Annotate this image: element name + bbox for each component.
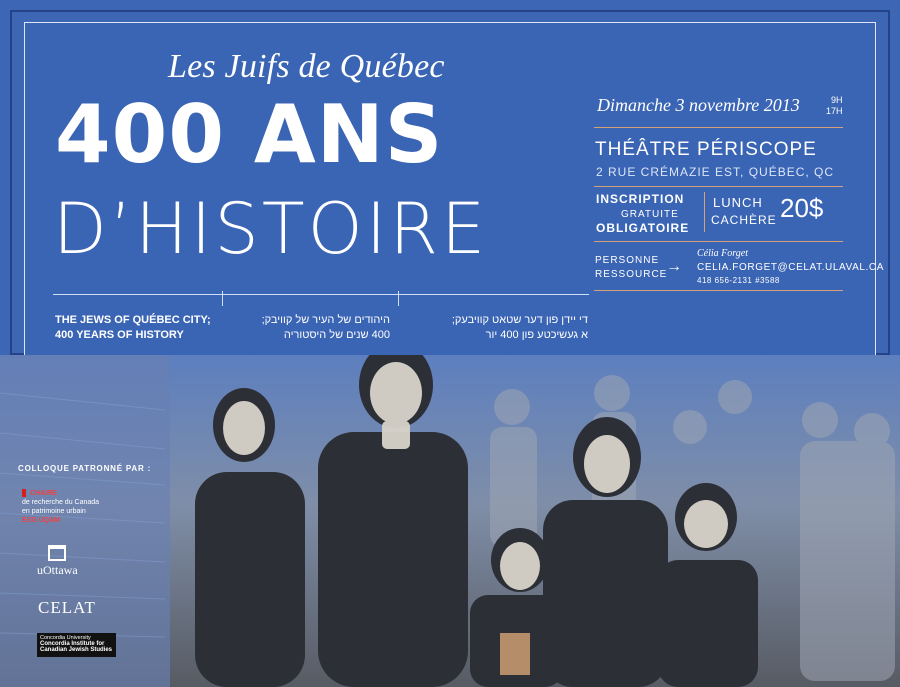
hebrew-translation [230, 313, 390, 343]
contact-name: Célia Forget [697, 248, 749, 259]
info-divider [594, 290, 843, 291]
contact-phone: 418 656-2131 #3588 [697, 276, 780, 285]
hebrew-line-2: 400 שנים של היסטוריה [283, 329, 390, 341]
concordia-line-2: Concordia Institute for [40, 641, 105, 647]
info-divider [594, 127, 843, 128]
contact-label-line1: PERSONNE [595, 255, 660, 266]
divider-tick [222, 291, 223, 306]
yiddish-line-2: א געשיכטע פון 400 יור [485, 329, 588, 341]
chaire-line-2: en patrimoine urbain [22, 508, 86, 515]
info-vertical-divider [704, 192, 705, 232]
celat-logo: CELAT [38, 598, 96, 617]
info-divider [594, 186, 843, 187]
headline: 400 ANS [55, 88, 444, 181]
registration-required: OBLIGATOIRE [596, 221, 690, 235]
english-translation [55, 313, 220, 343]
lunch-kosher: CACHÈRE [711, 213, 777, 227]
concordia-line-3: Canadian Jewish Studies [40, 647, 113, 653]
arrow-right-icon: → [666, 258, 682, 275]
hebrew-line-1: היהודים של העיר של קוויבק; [261, 314, 390, 326]
sponsors-heading: COLLOQUE PATRONNÉ PAR : [18, 464, 152, 473]
historical-photo [0, 355, 900, 687]
concordia-logo [37, 633, 116, 657]
venue-name: THÉÂTRE PÉRISCOPE [595, 139, 817, 160]
chaire-line-1: de recherche du Canada [22, 499, 100, 506]
lunch-label: LUNCH [713, 195, 763, 210]
english-line-2: 400 YEARS OF HISTORY [55, 329, 184, 341]
ottawa-wordmark: uOttawa [37, 563, 78, 577]
registration-free: GRATUITE [621, 209, 679, 220]
time-start: 9H [831, 95, 843, 105]
event-time [826, 95, 843, 117]
lunch-price: 20$ [780, 193, 824, 223]
contact-email[interactable]: CELIA.FORGET@CELAT.ULAVAL.CA [697, 262, 884, 273]
ottawa-logo [37, 545, 78, 578]
info-divider [594, 241, 843, 242]
chaire-title: CHAIRE [30, 490, 57, 497]
time-end: 17H [826, 106, 843, 116]
translation-divider [53, 294, 589, 295]
registration-label: INSCRIPTION [596, 192, 685, 206]
yiddish-translation [406, 313, 588, 343]
chaire-logo [22, 489, 99, 525]
series-title: Les Juifs de Québec [168, 48, 445, 85]
venue-address: 2 RUE CRÉMAZIE EST, QUÉBEC, QC [596, 165, 835, 179]
ottawa-building-icon [48, 545, 66, 561]
chaire-line-3: ESG UQÀM [22, 517, 61, 524]
event-date: Dimanche 3 novembre 2013 [597, 95, 800, 115]
concordia-line-1: Concordia University [40, 635, 91, 641]
logo-bar-icon [22, 489, 26, 497]
subheadline: D’HISTOIRE [53, 188, 489, 270]
contact-label-line2: RESSOURCE [595, 269, 668, 280]
yiddish-line-1: די יידן פון דער שטאט קוויבעק; [451, 314, 588, 326]
divider-tick [398, 291, 399, 306]
english-line-1: THE JEWS OF QUÉBEC CITY; [55, 314, 211, 326]
